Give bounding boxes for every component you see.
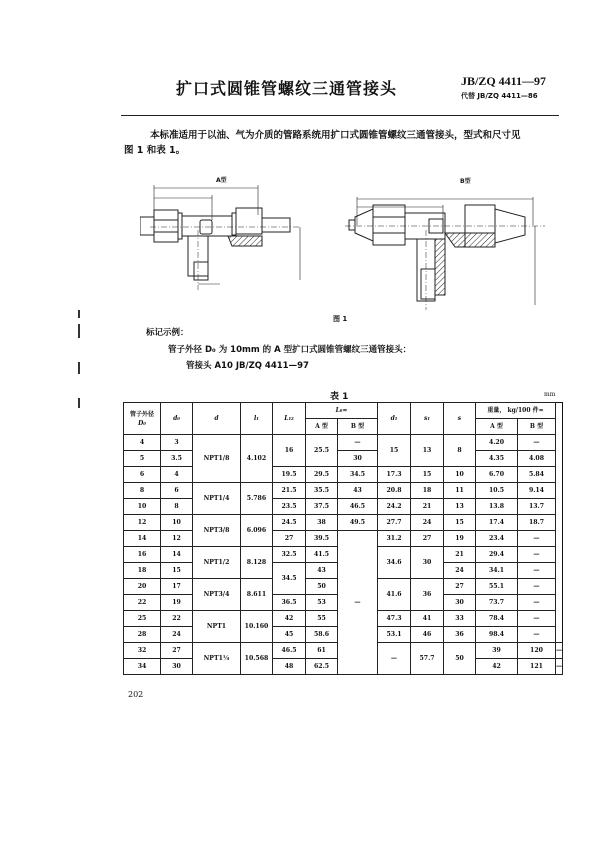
cell-s: 39 [476, 643, 518, 659]
cell-D0: 20 [124, 579, 161, 595]
cell-l1: 10.160 [241, 611, 273, 643]
header-d0-outer-label: 管子外径 [129, 410, 154, 418]
cell-D0: 5 [124, 451, 161, 467]
cell-D0: 10 [124, 499, 161, 515]
cell-L12: 36.5 [273, 595, 306, 611]
cell-d: NPT1/8 [193, 435, 241, 483]
cell-L0A: 39.5 [306, 531, 338, 547]
cell-weight-b: 18.7 [518, 515, 556, 531]
cell-L0B: 43 [338, 483, 378, 499]
header-l12: L₁₂ [273, 403, 306, 435]
header-s1: s₁ [411, 403, 444, 435]
cell-d0: 19 [161, 595, 193, 611]
cell-d: NPT1/4 [193, 483, 241, 515]
cell-L12: 32.5 [273, 547, 306, 563]
cell-s: 27 [444, 579, 476, 595]
cell-weight-b: — [518, 531, 556, 547]
cell-weight-b: — [518, 627, 556, 643]
cell-L12: 21.5 [273, 483, 306, 499]
cell-d1: 15 [378, 435, 411, 467]
cell-D0: 22 [124, 595, 161, 611]
cell-s1: 27 [411, 531, 444, 547]
cell-weight-b: 5.84 [518, 467, 556, 483]
header-weight-type-b: B 型 [518, 419, 556, 435]
cell-d: NPT3/4 [193, 579, 241, 611]
standard-number: JB/ZQ 4411—97 [461, 74, 547, 88]
cell-d1: 31.2 [378, 531, 411, 547]
cell-d1: 24.2 [378, 499, 411, 515]
cell-s1: 41 [411, 611, 444, 627]
cell-weight-a: 55.1 [476, 579, 518, 595]
cell-weight-b: — [518, 547, 556, 563]
cell-d: NPT1¼ [193, 643, 241, 675]
cell-D0: 32 [124, 643, 161, 659]
cell-weight-a: 98.4 [476, 627, 518, 643]
cell-D0: 4 [124, 435, 161, 451]
cell-L0A: 38 [306, 515, 338, 531]
cell-d1: 34.6 [378, 547, 411, 579]
cell-s1: 46 [411, 627, 444, 643]
cell-d1: 47.3 [378, 611, 411, 627]
cell-d0: 15 [161, 563, 193, 579]
cell-weight-b: — [518, 611, 556, 627]
intro-paragraph-line2: 图 1 和表 1。 [124, 145, 186, 156]
cell-L12: 24.5 [273, 515, 306, 531]
cell-s: 10 [444, 467, 476, 483]
cell-s: 33 [444, 611, 476, 627]
cell-L12: 42 [273, 611, 306, 627]
cell-s1: 50 [444, 643, 476, 675]
cell-d0: 30 [161, 659, 193, 675]
cell-weight-b: — [518, 579, 556, 595]
cell-weight-a: 121 [518, 659, 556, 675]
cell-weight-a: 17.4 [476, 515, 518, 531]
cell-s: 8 [444, 435, 476, 467]
cell-weight-a: 120 [518, 643, 556, 659]
header-d0-outer [124, 403, 161, 435]
figure-type-a-label: A型 [216, 177, 227, 184]
cell-s1: 18 [411, 483, 444, 499]
cell-d1: 57.7 [411, 643, 444, 675]
cell-D0: 25 [124, 611, 161, 627]
cell-weight-b: — [518, 595, 556, 611]
cell-weight-b: 13.7 [518, 499, 556, 515]
cell-l1: 4.102 [241, 435, 273, 483]
intro-paragraph-line1: 本标准适用于以油、气为介质的管路系统用扩口式圆锥管螺纹三通管接头，型式和尺寸见 [150, 130, 521, 141]
cell-D0: 16 [124, 547, 161, 563]
cell-d0: 3.5 [161, 451, 193, 467]
cell-d1: 17.3 [378, 467, 411, 483]
cell-l1: 8.611 [241, 579, 273, 611]
header-l0-type-a: A 型 [306, 419, 338, 435]
cell-L12: 23.5 [273, 499, 306, 515]
cell-L0B: — [378, 643, 411, 675]
cell-d: NPT1 [193, 611, 241, 643]
cell-L12: 19.5 [273, 467, 306, 483]
cell-l1: 5.786 [241, 483, 273, 515]
cell-L0A: 37.5 [306, 499, 338, 515]
cell-d1: 41.6 [378, 579, 411, 611]
cell-weight-a: 10.5 [476, 483, 518, 499]
cell-weight-a: 73.7 [476, 595, 518, 611]
table-row [124, 451, 563, 467]
header-d: d [193, 403, 241, 435]
cell-weight-a: 78.4 [476, 611, 518, 627]
cell-s: 30 [444, 595, 476, 611]
cell-L0B: 30 [338, 451, 378, 467]
cell-d0: 4 [161, 467, 193, 483]
header-d0-outer-symbol: D₀ [138, 419, 146, 427]
cell-weight-a: 6.70 [476, 467, 518, 483]
cell-L0B: 34.5 [338, 467, 378, 483]
cell-s1: 30 [411, 547, 444, 579]
cell-d0: 17 [161, 579, 193, 595]
cell-L0B: — [338, 531, 378, 675]
cell-D0: 14 [124, 531, 161, 547]
cell-L0A: 50 [306, 579, 338, 595]
cell-d: NPT1/2 [193, 547, 241, 579]
cell-d1: 20.8 [378, 483, 411, 499]
cell-d0: 3 [161, 435, 193, 451]
cell-L0B: — [338, 435, 378, 451]
cell-weight-a: 29.4 [476, 547, 518, 563]
cell-s: 19 [444, 531, 476, 547]
cell-weight-a: 4.20 [476, 435, 518, 451]
cell-d0: 22 [161, 611, 193, 627]
cell-s: 21 [444, 547, 476, 563]
cell-d0: 14 [161, 547, 193, 563]
cell-D0: 18 [124, 563, 161, 579]
cell-weight-a: 4.35 [476, 451, 518, 467]
cell-L12: 27 [273, 531, 306, 547]
cell-d0: 8 [161, 499, 193, 515]
table-row [124, 483, 563, 499]
header-rule [121, 115, 559, 116]
cell-L0A: 61 [306, 643, 338, 659]
cell-L0A: 62.5 [306, 659, 338, 675]
header-l0: L₀≈ [306, 403, 378, 419]
cell-d0: 6 [161, 483, 193, 499]
cell-d0: 27 [161, 643, 193, 659]
cell-weight-b: — [556, 659, 563, 675]
header-l1: l₁ [241, 403, 273, 435]
cell-L12: 48 [273, 659, 306, 675]
cell-s1: 15 [411, 467, 444, 483]
figure-caption: 图 1 [333, 315, 348, 323]
cell-d0: 24 [161, 627, 193, 643]
cell-weight-b: — [518, 435, 556, 451]
cell-s1: 36 [411, 579, 444, 611]
cell-weight-a: 13.8 [476, 499, 518, 515]
cell-s1: 24 [411, 515, 444, 531]
table-row [124, 515, 563, 531]
cell-d: NPT3/8 [193, 515, 241, 547]
header-d0: d₀ [161, 403, 193, 435]
cell-L0A: 53 [306, 595, 338, 611]
cell-L0A: 29.5 [306, 467, 338, 483]
marking-example-description: 管子外径 D₀ 为 10mm 的 A 型扩口式圆锥管螺纹三通管接头： [168, 345, 412, 355]
header-s: s [444, 403, 476, 435]
cell-D0: 8 [124, 483, 161, 499]
cell-L0A: 58.6 [306, 627, 338, 643]
cell-L0A: 43 [306, 563, 338, 579]
cell-weight-a: 34.1 [476, 563, 518, 579]
type-b-fitting-drawing [345, 195, 555, 315]
cell-L0A: 35.5 [306, 483, 338, 499]
table-row [124, 467, 563, 483]
cell-s1: 13 [411, 435, 444, 467]
header-l0-type-b: B 型 [338, 419, 378, 435]
cell-d0: 12 [161, 531, 193, 547]
cell-weight-b: — [518, 563, 556, 579]
cell-D0: 6 [124, 467, 161, 483]
cell-weight-b: 4.08 [518, 451, 556, 467]
cell-L0A: 55 [306, 611, 338, 627]
cell-s: 15 [444, 515, 476, 531]
replaces-standard: 代替 JB/ZQ 4411—86 [461, 92, 538, 100]
table-row [124, 499, 563, 515]
cell-D0: 28 [124, 627, 161, 643]
cell-s: 24 [444, 563, 476, 579]
cell-weight-b: — [556, 643, 563, 659]
cell-L12: 46.5 [273, 643, 306, 659]
cell-L12: 34.5 [273, 563, 306, 595]
cell-l1: 10.568 [241, 643, 273, 675]
table-row [124, 435, 563, 451]
cell-L0B: 46.5 [338, 499, 378, 515]
header-weight: 重量， kg/100 件≈ [476, 403, 556, 419]
cell-s: 13 [444, 499, 476, 515]
cell-L12: 45 [273, 627, 306, 643]
cell-L0B: 49.5 [338, 515, 378, 531]
cell-weight-a: 23.4 [476, 531, 518, 547]
cell-s1: 21 [411, 499, 444, 515]
figure-type-b-label: B型 [460, 178, 471, 185]
cell-s: 42 [476, 659, 518, 675]
marking-example-heading: 标记示例： [146, 328, 189, 338]
cell-s: 11 [444, 483, 476, 499]
document-title: 扩口式圆锥管螺纹三通管接头 [176, 79, 398, 98]
cell-l1: 6.096 [241, 515, 273, 547]
cell-d1: 27.7 [378, 515, 411, 531]
cell-D0: 12 [124, 515, 161, 531]
cell-D0: 34 [124, 659, 161, 675]
cell-L0A: 41.5 [306, 547, 338, 563]
table-caption: 表 1 [330, 392, 349, 402]
header-d1: d₁ [378, 403, 411, 435]
type-a-fitting-drawing [140, 180, 340, 300]
table-unit: mm [544, 391, 556, 398]
header-weight-type-a: A 型 [476, 419, 518, 435]
page-number: 202 [128, 690, 144, 699]
cell-L0A: 25.5 [306, 435, 338, 467]
cell-s: 36 [444, 627, 476, 643]
dimensions-table [123, 402, 563, 675]
cell-weight-b: 9.14 [518, 483, 556, 499]
marking-example-code: 管接头 A10 JB/ZQ 4411—97 [186, 361, 309, 371]
cell-d1: 53.1 [378, 627, 411, 643]
table-row [124, 531, 563, 547]
cell-d0: 10 [161, 515, 193, 531]
cell-l1: 8.128 [241, 547, 273, 579]
margin-marks [76, 300, 86, 410]
cell-L12: 16 [273, 435, 306, 467]
